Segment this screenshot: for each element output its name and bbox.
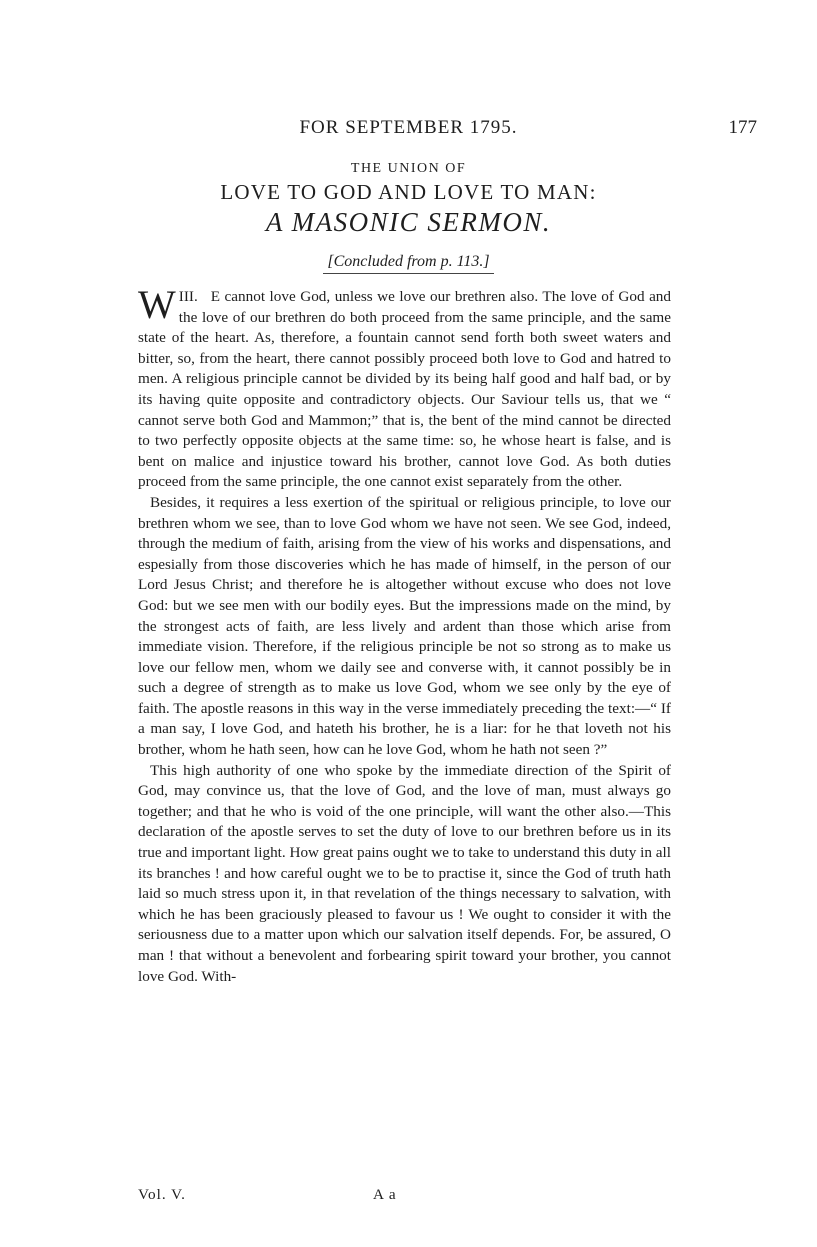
volume-label: Vol. V. bbox=[138, 1186, 186, 1203]
section-number: III. bbox=[178, 288, 198, 305]
concluded-note bbox=[0, 253, 817, 274]
page-number: 177 bbox=[728, 117, 757, 138]
concluded-note-text: [Concluded from p. 113.] bbox=[323, 253, 493, 274]
article-title-line-2: LOVE TO GOD AND LOVE TO MAN: bbox=[220, 180, 597, 204]
page-footer bbox=[138, 1186, 671, 1208]
paragraph-1-text: E cannot love God, unless we love our brethren also. The love of God and the love of our brethren do both proceed from the same principle, and the same state of the heart. As, therefore, a fountain cannot send forth both sweet waters and bitter, so, from the heart, there cannot possibly proceed both love to God and hatred to men. A religious principle cannot be divided by its being half good and half bad, or by its having quite opposite and contradictory objects. Our Saviour tells us, that we “ cannot serve both God and Mammon;” that is, the bent of the mind cannot be directed to two perfectly opposite objects at the same time: so, he whose heart is false, and is bent on malice and injustice toward his brother, cannot love God. As both duties proceed from the same principle, the one cannot exist separately from the other. bbox=[138, 288, 671, 491]
paragraph-3: This high authority of one who spoke by the immediate direction of the Spirit of God, may convince us, that the love of God, and the love of man, must always go together; and that he who is void of the one principle, will want the other also.—This declaration of the apostle serves to set the duty of love to our brethren before us in its true and important light. How great pains ought we to take to understand this duty in all its branches ! and how careful ought we to be to practise it, since the God of truth hath laid so much stress upon it, in that revelation of the things necessary to salvation, with which he has been graciously pleased to favour us ! We ought to consider it with the seriousness due to a matter upon which our salvation itself depends. For, be assured, O man ! that without a benevolent and forbearing spirit toward your brother, you cannot love God. With- bbox=[138, 761, 671, 985]
paragraph-2: Besides, it requires a less exertion of the spiritual or religious principle, to love our brethren whom we see, than to love God whom we have not seen. We see God, indeed, through the medium of faith, arising from the view of his works and dispensations, and espesially from those discoveries which he has made of himself, in the person of our Lord Jesus Christ; and therefore he is altogether without excuse who does not love God: but we see men with our bodily eyes. But the impressions made on the mind, by the strongest acts of faith, are less lively and ardent than those which arise from immediate vision. Therefore, if the religious principle be not so strong as to make us love our fellow men, whom we daily see and converse with, it cannot possibly be in such a degree of strength as to make us love God, whom we see only by the eye of faith. The apostle reasons in this way in the verse immediately preceding the text:—“ If a man say, I love God, and hateth his brother, he is a liar: for he that loveth not his brother, whom he hath seen, how can he love God, whom he hath not seen ?” bbox=[138, 493, 671, 759]
article-title-line-1: THE UNION OF bbox=[350, 161, 467, 176]
paragraph-1 bbox=[138, 282, 671, 493]
signature-mark: A a bbox=[373, 1186, 397, 1203]
drop-cap: W bbox=[138, 282, 176, 327]
article-body bbox=[138, 282, 671, 987]
running-head bbox=[0, 117, 817, 141]
article-title-line-3: A MASONIC SERMON. bbox=[265, 207, 552, 237]
running-title: FOR SEPTEMBER 1795. bbox=[299, 117, 518, 138]
